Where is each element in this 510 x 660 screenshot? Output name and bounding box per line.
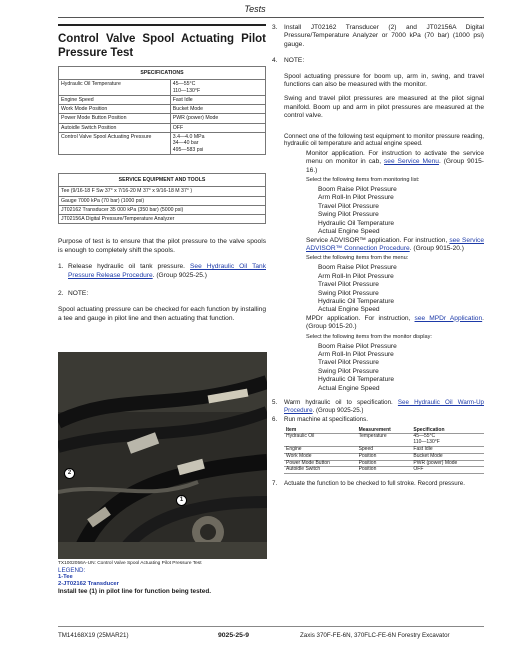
- step-7: [272, 480, 484, 488]
- run-spec-cell: Speed: [358, 445, 374, 452]
- equipment-item: Tee (9/16-18 F Sw 37° x 7/16-20 M 37° x 9/16-18 M 37° ): [59, 187, 266, 196]
- step-2-note-label: NOTE:: [68, 290, 89, 298]
- step-3-text: Install JT02162 Transducer (2) and JT02156A Digital Pressure/Temperature Analyzer or 7000 kPa (70 bar) (1000 psi) gauge.: [284, 24, 484, 48]
- legend-item-1: 1-Tee: [58, 574, 73, 580]
- step-4: [272, 57, 484, 65]
- list-item: Actual Engine Speed: [318, 384, 380, 392]
- step-1-number: 1.: [58, 263, 64, 271]
- list-item: Arm Roll-In Pilot Pressure: [318, 350, 394, 358]
- step-6-text: Run machine at specifications.: [284, 416, 368, 424]
- list-item: Hydraulic Oil Temperature: [318, 297, 395, 305]
- step-7-number: 7.: [272, 480, 278, 488]
- run-spec-header: Item: [286, 426, 297, 433]
- equipment-row: [59, 196, 266, 205]
- list-item: Hydraulic Oil Temperature: [318, 219, 395, 227]
- run-spec-cell: Power Mode Button: [286, 459, 330, 466]
- step-2-number: 2.: [58, 290, 64, 298]
- advisor-ref: . (Group 9015-20.): [409, 244, 464, 252]
- step-6-number: 6.: [272, 416, 278, 424]
- specifications-table: [58, 66, 266, 155]
- spec-label: Engine Speed: [59, 95, 171, 104]
- callout-1: 1: [176, 495, 187, 506]
- equipment-item: JT02156A Digital Pressure/Temperature Analyzer: [59, 215, 266, 224]
- right-column: [272, 24, 484, 488]
- run-spec-cell: 45—55°C 110—130°F: [413, 433, 440, 446]
- list-item: Travel Pilot Pressure: [318, 281, 379, 289]
- run-spec-cell: PWR (power) Mode: [413, 459, 458, 466]
- spec-row: [59, 114, 266, 123]
- header-rule: [58, 17, 484, 18]
- spec-label: Autoidle Switch Position: [59, 123, 171, 132]
- run-spec-cell: Position: [358, 452, 377, 459]
- list-item: Arm Roll-In Pilot Pressure: [318, 272, 394, 280]
- spec-row: [59, 123, 266, 132]
- step-3: [272, 24, 484, 49]
- service-equipment-table: [58, 173, 266, 224]
- step-4-note-label: NOTE:: [284, 57, 305, 65]
- step-3-number: 3.: [272, 24, 278, 31]
- spec-label: Work Mode Position: [59, 105, 171, 114]
- section-title: Control Valve Spool Actuating Pilot Pressure Test: [58, 33, 266, 59]
- hose-illustration: [58, 352, 267, 559]
- list-item: Swing Pilot Pressure: [318, 367, 379, 375]
- equipment-row: [59, 205, 266, 214]
- list-item: Travel Pilot Pressure: [318, 359, 379, 367]
- advisor-text: Service ADVISOR™ application. For instruction,: [306, 236, 448, 244]
- run-spec-cell: Autoidle Switch: [286, 466, 321, 473]
- run-spec-cell: Hydraulic Oil: [286, 433, 315, 440]
- run-spec-row: [284, 434, 484, 447]
- run-specs-table: [284, 428, 484, 475]
- connect-equipment-text: Connect one of the following test equipment to monitor pressure reading, hydraulic oil temperature and actual engine speed.: [284, 132, 484, 148]
- footer-doc-id: TM14168X19 (25MAR21): [58, 632, 129, 639]
- advisor-select-text: Select the following items from the menu:: [306, 255, 409, 262]
- monitor-app-ref: . (Group 9015-16.): [306, 158, 484, 174]
- run-spec-cell: Position: [358, 459, 377, 466]
- spec-value: 3.4—4.0 MPa 34—40 bar 495—583 psi: [170, 133, 265, 155]
- spec-value: PWR (power) Mode: [170, 114, 265, 123]
- spec-label: Control Valve Spool Actuating Pressure: [59, 133, 171, 155]
- advisor-items-list: [272, 264, 484, 314]
- photo-caption: TX1002056A-UN: Control Valve Spool Actuating Pilot Pressure Test: [58, 561, 202, 566]
- mpdr-application-link[interactable]: see MPDr Application: [414, 314, 483, 322]
- callout-2: 2: [64, 468, 75, 479]
- list-item: Boom Raise Pilot Pressure: [318, 186, 397, 194]
- spec-label: Power Mode Button Position: [59, 114, 171, 123]
- spec-row: [59, 133, 266, 155]
- run-spec-row: [284, 467, 484, 474]
- list-item: Boom Raise Pilot Pressure: [318, 264, 397, 272]
- list-item: Swing Pilot Pressure: [318, 211, 379, 219]
- monitor-select-text: Select the following items from monitoring list:: [306, 177, 420, 184]
- equipment-row: [59, 187, 266, 196]
- advisor-application: [272, 237, 484, 254]
- spec-value: OFF: [170, 123, 265, 132]
- step-5-ref: . (Group 9025-25.): [312, 406, 364, 414]
- step-5: [272, 399, 484, 414]
- note-measure-locations: Swing and travel pilot pressures are measured at the pilot signal manifold. Boom up and arm in pilot pressures are measured at the control valve.: [284, 95, 484, 120]
- step-2: [58, 290, 266, 298]
- title-rule: [58, 24, 266, 26]
- test-photo: [58, 352, 267, 559]
- spec-value: Bucket Mode: [170, 105, 265, 114]
- equipment-item: JT02162 Transducer 35 000 kPa (350 bar) (5000 psi): [59, 205, 266, 214]
- list-item: Actual Engine Speed: [318, 228, 380, 236]
- photo-caption-block: [58, 561, 268, 596]
- step-5-text: Warm hydraulic oil to specification.: [284, 399, 393, 406]
- run-spec-header: Measurement: [358, 426, 391, 433]
- footer-page-number: 9025-25-9: [218, 632, 249, 639]
- service-menu-link[interactable]: see Service Menu: [384, 158, 439, 166]
- advisor-connection-link[interactable]: see Service ADVISOR™ Connection Procedure: [306, 236, 485, 252]
- run-spec-row: [284, 446, 484, 453]
- step-1-text: Release hydraulic oil tank pressure.: [68, 263, 186, 271]
- install-tee-instruction: Install tee (1) in pilot line for function being tested.: [58, 588, 212, 595]
- run-spec-cell: Bucket Mode: [413, 452, 443, 459]
- monitor-app-text: Monitor application. For instruction to activate the service menu on monitor in cab,: [306, 149, 484, 166]
- left-column: [58, 24, 266, 323]
- step-5-number: 5.: [272, 399, 278, 406]
- spec-value: 45—55°C 110—130°F: [170, 80, 265, 96]
- list-item: Travel Pilot Pressure: [318, 202, 379, 210]
- equipment-heading: SERVICE EQUIPMENT AND TOOLS: [59, 173, 266, 186]
- note-monitor-measure: Spool actuating pressure for boom up, arm in, swing, and travel functions can also be measured with the monitor.: [284, 72, 484, 89]
- mpdr-ref: . (Group 9015-20.): [306, 314, 484, 331]
- run-spec-cell: Work Mode: [286, 452, 312, 459]
- run-spec-cell: Temperature: [358, 433, 387, 440]
- footer-machine-model: Zaxis 370F-FE-6N, 370FLC-FE-6N Forestry Excavator: [300, 632, 450, 639]
- purpose-text: Purpose of test is to ensure that the pilot pressure to the valve spools is enough to completely shift the spools.: [58, 238, 266, 254]
- run-spec-header: Specification: [413, 426, 445, 433]
- list-item: Swing Pilot Pressure: [318, 289, 379, 297]
- spec-row: [59, 80, 266, 96]
- step-6: [272, 416, 484, 424]
- step-2-note-text: Spool actuating pressure can be checked for each function by installing a tee and gauge in pilot line and then actuating that function.: [58, 306, 266, 322]
- run-spec-cell: Fast Idle: [413, 445, 433, 452]
- legend-item-2: 2-JT02162 Transducer: [58, 581, 119, 587]
- oil-warm-up-link[interactable]: See Hydraulic Oil Warm-Up Procedure: [284, 399, 484, 414]
- mpdr-select-text: Select the following items from the monitor display:: [306, 333, 432, 340]
- step-7-text: Actuate the function to be checked to full stroke. Record pressure.: [284, 480, 465, 488]
- list-item: Actual Engine Speed: [318, 306, 380, 314]
- list-item: Boom Raise Pilot Pressure: [318, 342, 397, 350]
- legend-label: LEGEND:: [58, 567, 86, 574]
- spec-label: Hydraulic Oil Temperature: [59, 80, 171, 96]
- monitor-items-list: [272, 186, 484, 236]
- monitor-application: [272, 150, 484, 175]
- equipment-item: Gauge 7000 kPa (70 bar) (1000 psi): [59, 196, 266, 205]
- page-header-title: Tests: [244, 4, 266, 14]
- mpdr-text: MPDr application. For instruction,: [306, 314, 411, 322]
- mpdr-items-list: [272, 343, 484, 393]
- spec-value: Fast Idle: [170, 95, 265, 104]
- tank-pressure-release-link[interactable]: See Hydraulic Oil Tank Pressure Release Procedure: [68, 263, 266, 279]
- footer-rule: [58, 626, 484, 627]
- specifications-heading: SPECIFICATIONS: [59, 67, 266, 80]
- spec-row: [59, 105, 266, 114]
- run-spec-cell: OFF: [413, 466, 424, 473]
- step-1-ref: . (Group 9025-25.): [152, 271, 207, 279]
- step-1: [58, 263, 266, 280]
- equipment-row: [59, 215, 266, 224]
- step-4-number: 4.: [272, 57, 278, 65]
- mpdr-application: [272, 315, 484, 332]
- list-item: Arm Roll-In Pilot Pressure: [318, 194, 394, 202]
- run-spec-cell: Position: [358, 466, 377, 473]
- spec-row: [59, 95, 266, 104]
- list-item: Hydraulic Oil Temperature: [318, 376, 395, 384]
- run-spec-cell: Engine: [286, 445, 302, 452]
